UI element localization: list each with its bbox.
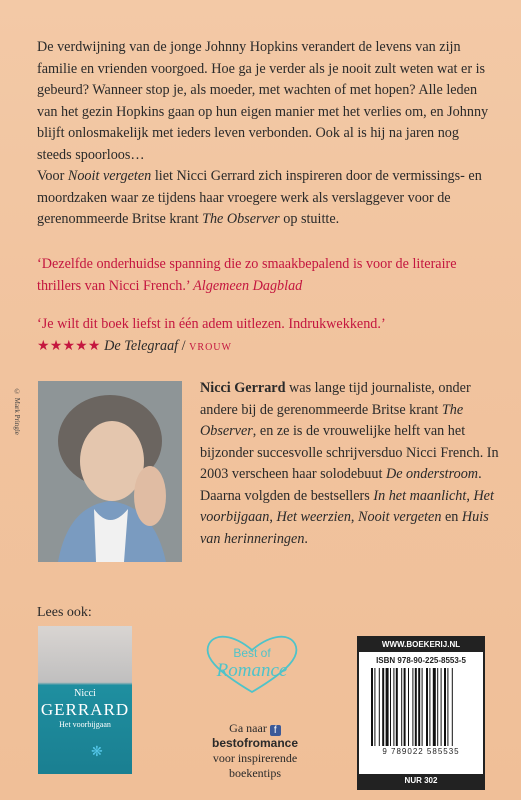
logo-line-1: Best of bbox=[233, 646, 271, 660]
quote-text: ‘Dezelfde onderhuidse spanning die zo smaakbepalend is voor de literaire thrillers van Nicci French.’ bbox=[37, 256, 457, 294]
barcode-bar bbox=[374, 668, 375, 746]
barcode-bar bbox=[386, 668, 389, 746]
barcode-panel bbox=[357, 636, 485, 790]
bio-text: . bbox=[304, 530, 308, 547]
bio-title: Het weerzien bbox=[276, 509, 351, 525]
bio-separator: , bbox=[269, 509, 277, 525]
bio-title: Huis van herinneringen bbox=[200, 509, 489, 547]
barcode-bar bbox=[447, 668, 448, 746]
facebook-icon: f bbox=[270, 725, 281, 736]
barcode-bar bbox=[401, 668, 402, 746]
isbn-text: ISBN 978-90-225-8553-5 bbox=[376, 656, 466, 665]
barcode-bar bbox=[379, 668, 380, 746]
related-book-cover bbox=[38, 626, 132, 774]
bio-title: Nooit vergeten bbox=[358, 509, 442, 525]
bio-separator: , bbox=[350, 509, 359, 525]
lees-ook-label: Lees ook: bbox=[37, 605, 92, 620]
blurb bbox=[37, 37, 492, 231]
bio-title: Het voorbijgaan bbox=[200, 487, 494, 525]
goto-suffix: voor inspirerende boekentips bbox=[212, 751, 298, 780]
barcode-bar bbox=[418, 668, 420, 746]
social-callout bbox=[190, 721, 320, 781]
blurb-title-nooit-vergeten: Nooit vergeten bbox=[67, 168, 152, 184]
barcode-bar bbox=[444, 668, 446, 746]
goto-prefix: Ga naar bbox=[229, 721, 270, 735]
quote-text: ‘Je wilt dit boek liefst in één adem uitlezen. Indrukwekkend.’ bbox=[37, 316, 386, 332]
bio-title: The Observer bbox=[200, 401, 464, 439]
quote-source: Algemeen Dagblad bbox=[193, 277, 303, 294]
blurb-title-observer: The Observer bbox=[202, 211, 280, 227]
nur-code: NUR 302 bbox=[359, 774, 483, 788]
quote-magazine: VROUW bbox=[189, 341, 232, 353]
barcode-bar bbox=[390, 668, 391, 746]
bio-title: De onderstroom bbox=[385, 466, 479, 482]
quote-attribution bbox=[37, 336, 497, 359]
barcode-bar bbox=[437, 668, 438, 746]
barcode-bar bbox=[408, 668, 409, 746]
barcode-bar bbox=[452, 668, 453, 746]
barcode-bar bbox=[371, 668, 373, 746]
review-quote-2 bbox=[37, 314, 497, 358]
review-quote-1 bbox=[37, 254, 497, 297]
bio-title: In het maanlicht bbox=[373, 487, 467, 504]
barcode-bar bbox=[441, 668, 442, 746]
bio-text: en bbox=[441, 509, 462, 525]
quote-source: De Telegraaf bbox=[104, 337, 179, 354]
facebook-handle[interactable]: bestofromance bbox=[211, 736, 299, 750]
blurb-text: liet Nicci Gerrard zich inspireren door de vermissings- en moordzaken waar ze tijdens haar vroegere werk als verslaggever voor de gerenommeerde Britse krant bbox=[37, 168, 482, 227]
publisher-url[interactable]: WWW.BOEKERIJ.NL bbox=[359, 638, 483, 652]
related-book-title: Het voorbijgaan bbox=[59, 720, 111, 729]
photo-credit: © Mark Pringle bbox=[13, 388, 21, 435]
blurb-paragraph-2 bbox=[37, 166, 492, 231]
rating-stars: ★★★★★ bbox=[37, 337, 101, 354]
blurb-text: Voor bbox=[37, 168, 68, 184]
barcode-bar bbox=[426, 668, 428, 746]
social-line bbox=[190, 721, 320, 751]
quote-separator: / bbox=[178, 337, 190, 354]
blurb-paragraph-1: De verdwijning van de jonge Johnny Hopkins verandert de levens van zijn familie en vrienden voorgoed. Hoe ga je verder als je nooit zult weten wat er is gebeurd? Wanneer stop je, als moeder, met wachten of met hopen? Alle leden van het gezin Hopkins gaan op hun eigen manier met het verlies om, en Johnny blijft onlosmakelijk met ieders leven verbonden. Ook al is hij na jaren nog steeds spoorloos… bbox=[37, 39, 489, 163]
barcode-bar bbox=[396, 668, 398, 746]
butterfly-icon: ❋ bbox=[91, 745, 103, 760]
barcode-bar bbox=[404, 668, 406, 746]
author-name: Nicci Gerrard bbox=[200, 380, 286, 396]
bio-separator: , bbox=[466, 487, 474, 504]
author-photo bbox=[38, 381, 182, 562]
author-bio bbox=[200, 378, 500, 550]
bio-text: , en ze is de vrouwelijke helft van het bijzonder succesvolle schrijversduo Nicci French. In 2003 verscheen haar solodebuut bbox=[200, 423, 499, 482]
barcode-bar bbox=[412, 668, 413, 746]
barcode-bar bbox=[433, 668, 436, 746]
related-book-author-last: GERRARD bbox=[40, 700, 130, 719]
barcode-bar bbox=[382, 668, 384, 746]
barcode-bar bbox=[429, 668, 430, 746]
author-portrait-illustration bbox=[38, 381, 182, 562]
barcode-bar bbox=[422, 668, 423, 746]
related-book-author-first: Nicci bbox=[74, 688, 96, 699]
barcode-bar bbox=[393, 668, 394, 746]
logo-line-2: Romance bbox=[216, 660, 288, 681]
bio-text: . Daarna volgden de bestsellers bbox=[200, 466, 482, 504]
barcode-bar bbox=[415, 668, 417, 746]
bio-text: was lange tijd journaliste, onder andere bij de gerenommeerde Britse krant bbox=[200, 380, 471, 418]
barcode-icon bbox=[369, 668, 473, 746]
barcode-digits: 9 789022 585535 bbox=[382, 747, 460, 756]
best-of-romance-logo bbox=[195, 630, 310, 695]
blurb-text: op stuitte. bbox=[279, 211, 340, 227]
